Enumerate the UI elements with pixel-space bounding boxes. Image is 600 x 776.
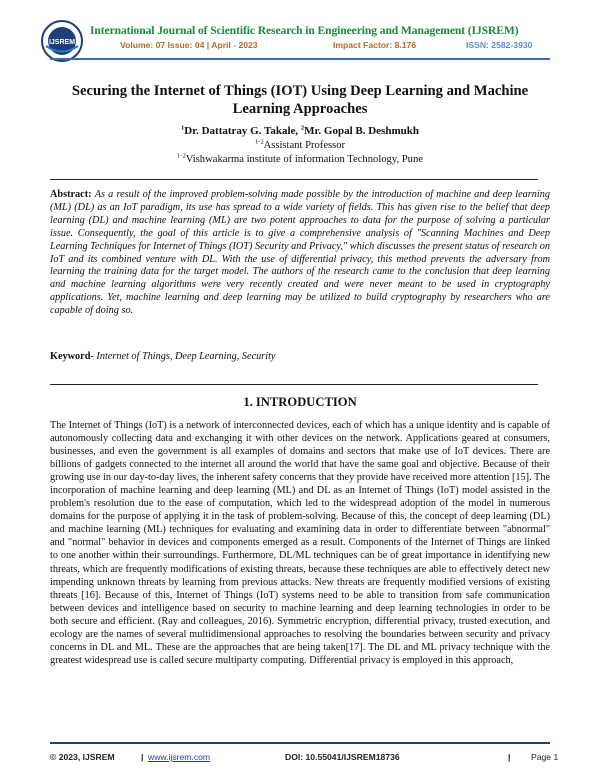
affiliation2-text: Vishwakarma institute of information Technology, Pune [185,154,423,165]
footer-copyright: © 2023, IJSREM [50,752,115,762]
logo-text: IJSREM [48,39,76,46]
impact-factor: Impact Factor: 8.176 [333,40,417,50]
introduction-body: The Internet of Things (IoT) is a network of interconnected devices, each of which has a unique identity and is capable of autonomously collecting data and exchanging it with other devices on the network. Applications geared at consumers, businesses, and even the government is all examples of domains and sectors that make use of IoT devices. There are billions of gadgets connected to the internet all around the world that have the same goal and objective. Because of their growing use in our day-to-day lives, the inherent safety concerns that they provide have received more attention [15]. The incorporation of machine learning and deep learning (ML) and DL as an Internet of Things (IoT) model assisted in the problem's resolution due to the ease of computation, which led to the widespread adoption of the model in numerous domains for the purpose of applying it in the task of problem-solving. Because of this, the concept of deep learning (DL) and machine learning (ML) techniques for evaluating and examining data in order to differentiate between "abnormal" and "normal" behavior in devices and components emerged as a result. Components of the Internet of Things are linked to one another within their surroundings. Furthermore, DL/ML techniques can be of great importance in identifying new threats, which are frequently modifications of existing threats, because these techniques are able to effectively detect new impending unknown threats by learning from previous attacks. New threats are frequently modified versions of existing threats [16]. Because of this, Internet of Things (IoT) systems need to be able to transition from safe communication between devices and intelligence based on security to machine learning and deep learning technologies in order to be both secure and efficient. (Ray and colleagues, 2016). Symmetric encryption, differential privacy, trusted execution, and ecology are the names of several multidimensional approaches to resolving the boundaries between security and privacy concerns in DL and ML. These are the approaches that are being taken[17]. The DL and ML privacy technique with the greatest widespread use is called secure multiparty computing. Differential privacy is employed in this approach, [50,420,550,666]
header-divider [50,58,550,60]
affiliation1-text: Assistant Professor [263,140,346,151]
footer-website-link[interactable]: www.ijsrem.com [148,752,211,762]
keywords [50,351,550,362]
affiliation-institute [50,154,550,165]
affiliation1-superscript: 1-2 [254,138,264,146]
footer-divider [50,742,550,744]
abstract-top-divider [50,179,538,180]
abstract-label: Abstract: [50,189,92,200]
abstract-bottom-divider [50,384,538,385]
author1-name: Dr. Dattatray G. Takale, [184,125,299,137]
footer-separator: | [141,752,144,762]
footer-page-number: Page 1 [531,752,559,762]
author-line [50,125,550,137]
keywords-values: Internet of Things, Deep Learning, Security [96,351,276,362]
paper-title: Securing the Internet of Things (IOT) Using Deep Learning and Machine Learning Approaches [71,83,529,117]
section-heading: 1. INTRODUCTION [243,395,357,409]
footer-doi: DOI: 10.55041/IJSREM18736 [285,752,400,762]
journal-name: International Journal of Scientific Research in Engineering and Management (IJSREM) [90,24,519,37]
keywords-label: Keyword- [50,351,94,362]
author2-superscript: 2 [300,124,305,132]
affiliation2-superscript: 1-2 [177,152,186,160]
author2-name: Mr. Gopal B. Deshmukh [304,125,419,137]
abstract-text: As a result of the improved problem-solving made possible by the introduction of machine and deep learning (ML) (DL) as an IoT paradigm, its use has spread to a wide variety of fields. This has given rise to the belief that deep learning (DL) and machine learning (ML) are two potent approaches to data for the purpose of solving a particular issue. Consequently, the goal of this article is to give a comprehensive analysis of "Scanning Machines and Deep Learning Techniques for Internet of Things (IOT) Security and Privacy," which discusses the present status of research on IoT and its combined venture with DL. With the use of differential privacy, this method prevents the adversary from learning the training data for the target model. The authors of the research came to the conclusion that deep learning and machine learning algorithms were very recently created and were never meant to be used in cryptography applications. Yet, machine learning and deep learning may be utilized to build cryptography by researchers who are capable of doing so. [50,189,550,317]
footer-separator: | [508,752,511,762]
volume-issue: Volume: 07 Issue: 04 | April - 2023 [120,40,258,50]
abstract [50,189,550,318]
journal-logo [40,19,84,63]
author1-superscript: 1 [181,124,185,132]
issn: ISSN: 2582-3930 [466,40,533,50]
affiliation-role [50,140,550,151]
